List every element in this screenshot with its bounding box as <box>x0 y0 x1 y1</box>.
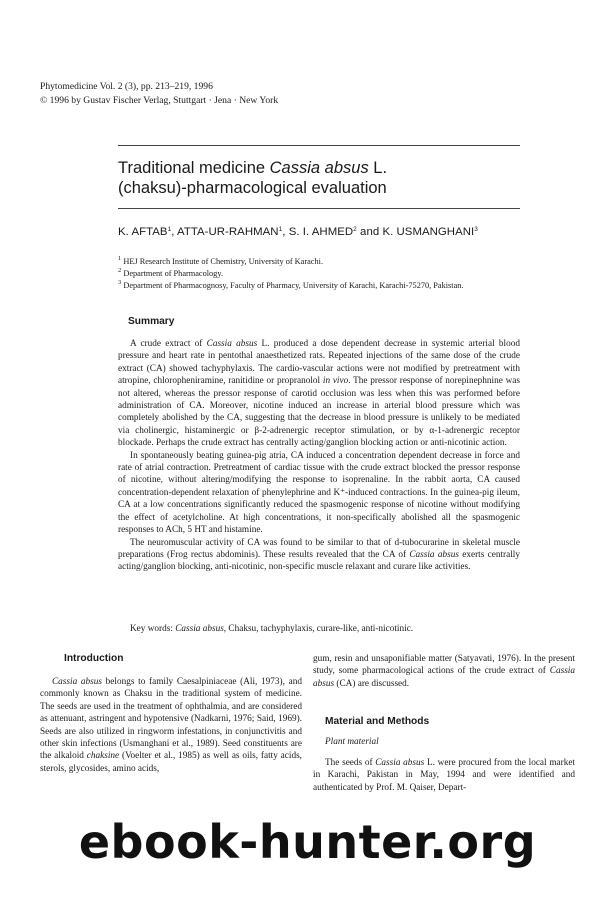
article-title <box>118 158 538 198</box>
introduction-continuation <box>313 653 575 690</box>
affiliation: $^3$ Department of Pharmacognosy, Faculty of Pharmacy, University of Karachi, Karachi-75270, Pakistan. <box>118 279 464 290</box>
journal-citation <box>40 80 278 108</box>
plant-material-paragraph: The seeds of Cassia absus L. were procured from the local market in Karachi, Pakistan in May, 1994 and were identified and authenticated by Prof. M. Qaiser, Depart- <box>313 758 575 793</box>
summary-paragraph: A crude extract of Cassia absus L. produced a dose dependent decrease in systemic arterial blood pressure and heart rate in pentothal anaesthetized rats. Repeated injections of the same dose of the crude extract (CA) showed tachyphylaxis. The cardio-vascular actions were not modified by pretreatment with atropine, chloropheniramine, ranitidine or propranolol in vivo. The pressor response of norepinephnine was not altered, whereas the pressor response of carotid occlusion was less when this was performed before administration of CA. Moreover, nicotine induced an increase in arterial blood pressure which was completely abolished by the CA, suggesting that the decrease in blood pressure is unlikely to be mediated via cholinergic, histaminergic or β-2-adrenergic receptor stimulation, or by α-1-adrenergic receptor blockade. Perhaps the crude extract has centrally acting/ganglion blocking action or anti-nicotinic action. <box>118 339 520 449</box>
methods-heading: Material and Methods <box>325 716 430 727</box>
italic-term: Cassia absus <box>313 666 575 689</box>
affiliation: $^2$ Department of Pharmacology. <box>118 267 224 278</box>
introduction-heading: Introduction <box>64 653 124 664</box>
author: K. AFTAB$^1$, <box>118 226 178 238</box>
title-species: Cassia absus <box>269 159 369 177</box>
italic-term: chaksine <box>86 751 120 762</box>
title-line-2: (chaksu)-pharmacological evaluation <box>118 179 387 197</box>
introduction-paragraph: Cassia absus belongs to family Caesalpiniaceae (Ali, 1973), and commonly known as Chaksu in the traditional system of medicine. The seeds are used in the treatment of ophthalmia, and are considered as attenuant, astringent and hypotensive (Nadkarni, 1976; Said, 1969). Seeds are also utilized in ringworm infestations, in conjunctivitis and other skin infections (Usmanghani et al., 1989). Seed constituents are the alkaloid chaksine (Voelter et al., 1985) as well as oils, fatty acids, sterols, glycosides, amino acids, <box>40 677 303 774</box>
summary-paragraph: The neuromuscular activity of CA was found to be similar to that of d-tubocurarine in skeletal muscle preparations (Frog rectus abdominis). These results revealed that the CA of Cassia absus exerts centrally acting/ganglion blocking, anti-nicotinic, non-specific muscle relaxant and curare like activities. <box>118 537 520 573</box>
italic-term: Cassia absus <box>175 624 224 634</box>
summary-body <box>118 338 520 574</box>
keywords: Key words: Cassia absus, Chaksu, tachyphylaxis, curare-like, anti-nicotinic. <box>130 624 414 634</box>
italic-term: in vivo <box>322 376 349 387</box>
copyright-line: © 1996 by Gustav Fischer Verlag, Stuttgart · Jena · New York <box>40 95 279 106</box>
watermark: ebook-hunter.org <box>78 815 537 869</box>
plant-material-text <box>313 757 575 794</box>
author: S. I. AHMED$^2$ and <box>288 226 383 238</box>
italic-term: Cassia absus <box>52 677 102 687</box>
author: K. USMANGHANI$^3$ <box>382 226 478 238</box>
author-list <box>118 226 588 238</box>
summary-heading: Summary <box>128 316 175 327</box>
introduction-text <box>40 676 302 775</box>
italic-term: Cassia absus <box>206 339 258 349</box>
italic-term: Cassia absus <box>375 758 425 768</box>
title-top-rule <box>118 145 520 146</box>
title-line-1: Traditional medicine Cassia absus L. <box>118 159 388 177</box>
author: ATTA-UR-RAHMAN$^1$, <box>177 226 289 238</box>
affiliation: $^1$ HEJ Research Institute of Chemistry, University of Karachi. <box>118 255 324 266</box>
journal-volume-line: Phytomedicine Vol. 2 (3), pp. 213–219, 1996 <box>40 81 213 92</box>
plant-material-heading: Plant material <box>325 737 379 747</box>
summary-paragraph: In spontaneously beating guinea-pig atria, CA induced a concentration dependent decrease in force and rate of atrial contraction. Pretreatment of cardiac tissue with the crude extract blocked the pressor response of nicotine, without altering/modifying the response to isoprenaline. In the rabbit aorta, CA caused concentration-dependent relaxation of phenylephrine and K⁺-induced contractions. In the guinea-pig ileum, CA at a low concentrations significantly reduced the spasmogenic response of nicotine without modifying the effect of acetylcholine. At high concentrations, it non-specifically abolished all the spasmogenic responses to ACh, 5 HT and histamine. <box>118 450 520 536</box>
title-bottom-rule <box>118 208 520 209</box>
continuation-paragraph: gum, resin and unsaponifiable matter (Satyavati, 1976). In the present study, some pharmacological actions of the crude extract of Cassia absus (CA) are discussed. <box>313 654 575 689</box>
italic-term: Cassia absus <box>409 549 459 560</box>
